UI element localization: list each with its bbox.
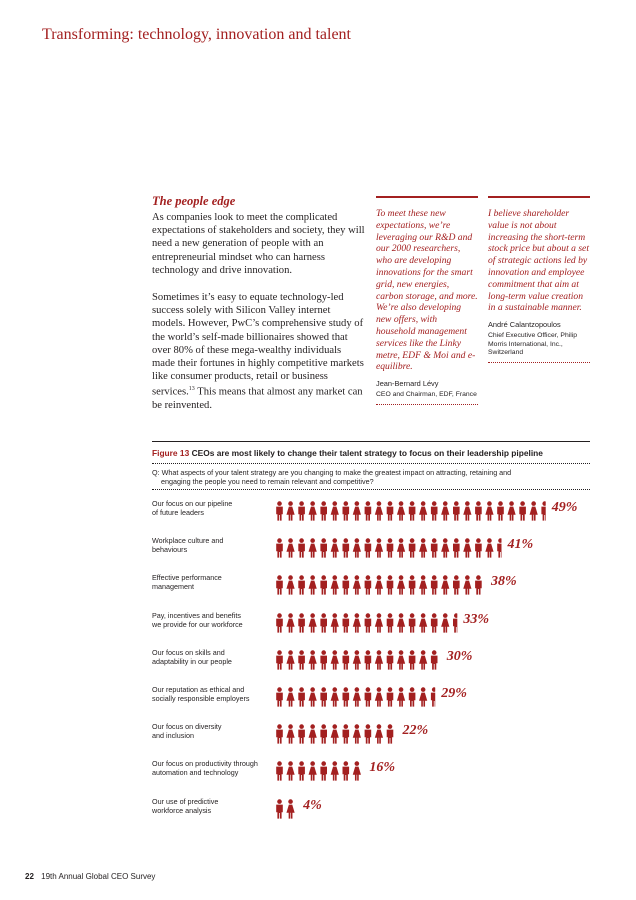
value-label: 16% (369, 760, 396, 776)
quote-divider (488, 362, 590, 363)
person-male-icon (343, 650, 350, 669)
category-label: Pay, incentives and benefits we provide for our workforce (152, 610, 243, 629)
person-male-icon (343, 538, 350, 557)
person-male-icon (365, 650, 372, 669)
person-male-icon (320, 501, 327, 520)
person-male-icon (343, 613, 350, 632)
person-female-icon (485, 501, 493, 520)
figure-number: Figure 13 (152, 448, 190, 458)
person-male-icon (343, 724, 350, 743)
person-female-icon (397, 613, 405, 632)
person-male-icon (453, 613, 460, 632)
pictogram-bar (275, 687, 438, 707)
value-label: 29% (441, 686, 467, 701)
person-male-icon (475, 576, 482, 595)
person-male-icon (276, 762, 283, 781)
person-male-icon (298, 687, 305, 706)
person-female-icon (309, 650, 317, 669)
category-label: Our use of predictive workforce analysis (152, 796, 219, 815)
person-male-icon (276, 799, 283, 818)
body-paragraph-2-end: This means that almost any market can be reinvented. (152, 386, 363, 412)
person-male-icon (320, 650, 327, 669)
value-label: 4% (303, 797, 322, 813)
person-female-icon (419, 687, 427, 706)
person-female-icon (286, 650, 294, 669)
person-female-icon (331, 613, 339, 632)
figure-heading (152, 441, 590, 458)
quote-author-role: CEO and Chairman, EDF, France (376, 391, 477, 399)
person-male-icon (541, 501, 548, 520)
question-line-1: Q: What aspects of your talent strategy are you changing to make the greatest impact on attracting, retaining and (152, 468, 512, 477)
person-female-icon (441, 576, 449, 595)
quote-text: To meet these new expectations, we’re leveraging our R&D and our 2000 researchers, who are developing innovations for the smart grid, new energies, carbon storage, and more. We’re also developing new offers, with household management services like the Linky metre, EDF & Moi and e-equilibre. (376, 208, 478, 373)
category-label: Our reputation as ethical and socially responsible employers (152, 685, 250, 703)
category-label: Our focus on our pipeline of future leaders (152, 499, 233, 517)
publication-name: 19th Annual Global CEO Survey (41, 872, 156, 881)
person-female-icon (463, 576, 471, 595)
person-male-icon (343, 687, 350, 706)
question-divider (152, 489, 590, 490)
person-male-icon (387, 687, 394, 706)
person-female-icon (309, 687, 317, 706)
person-female-icon (353, 576, 361, 595)
person-male-icon (431, 538, 438, 557)
person-female-icon (419, 613, 427, 632)
person-female-icon (463, 501, 471, 520)
person-male-icon (387, 613, 394, 632)
person-male-icon (298, 613, 305, 632)
person-female-icon (331, 762, 339, 781)
person-female-icon (286, 799, 294, 818)
value-label: 41% (507, 537, 534, 553)
person-female-icon (309, 501, 317, 520)
person-female-icon (309, 576, 317, 595)
person-female-icon (419, 650, 427, 669)
person-male-icon (409, 576, 416, 595)
question-line-2: engaging the people you need to remain relevant and competitive? (161, 477, 374, 486)
people-edge-section (152, 194, 366, 426)
person-male-icon (276, 538, 283, 557)
person-male-icon (276, 501, 283, 520)
pictogram-bar (275, 799, 300, 819)
person-female-icon (375, 613, 383, 632)
person-male-icon (519, 501, 526, 520)
person-male-icon (475, 501, 482, 520)
footnote-ref: 13 (188, 386, 195, 393)
category-label: Our focus on diversity and inclusion (152, 722, 222, 741)
person-male-icon (431, 576, 438, 595)
person-female-icon (441, 538, 449, 557)
quote-edf (376, 196, 478, 405)
person-male-icon (365, 687, 372, 706)
person-female-icon (397, 538, 405, 557)
person-female-icon (286, 687, 294, 706)
person-female-icon (331, 501, 339, 520)
person-male-icon (431, 613, 438, 632)
person-male-icon (298, 501, 305, 520)
person-female-icon (331, 650, 339, 669)
category-label: Workplace culture and behaviours (152, 536, 224, 555)
person-male-icon (453, 576, 460, 595)
pictogram-bar (275, 613, 460, 633)
page-footer (25, 872, 155, 881)
person-female-icon (397, 576, 405, 595)
person-female-icon (309, 538, 317, 557)
person-male-icon (409, 687, 416, 706)
pictogram-bar (275, 650, 443, 670)
person-male-icon (365, 538, 372, 557)
person-male-icon (409, 501, 416, 520)
page-title: Transforming: technology, innovation and talent (42, 26, 351, 43)
quote-divider (376, 404, 478, 405)
person-female-icon (309, 762, 317, 781)
person-male-icon (276, 724, 283, 743)
person-female-icon (375, 538, 383, 557)
pictogram-bar (275, 724, 399, 744)
person-female-icon (353, 650, 361, 669)
body-paragraph-2 (152, 291, 366, 412)
person-male-icon (453, 501, 460, 520)
figure-question (152, 463, 590, 486)
page-number: 22 (25, 872, 34, 881)
person-female-icon (309, 724, 317, 743)
value-label: 22% (402, 723, 429, 739)
person-male-icon (298, 724, 305, 743)
person-female-icon (375, 687, 383, 706)
person-male-icon (387, 650, 394, 669)
person-male-icon (365, 501, 372, 520)
person-female-icon (375, 650, 383, 669)
figure-title: CEOs are most likely to change their talent strategy to focus on their leadership pipeline (191, 448, 543, 458)
pictogram-bar (275, 538, 504, 558)
person-male-icon (497, 538, 504, 557)
person-female-icon (286, 538, 294, 557)
category-label: Effective performance management (152, 573, 222, 592)
person-female-icon (419, 501, 427, 520)
quote-author-role: Chief Executive Officer, Philip Morris International, Inc., Switzerland (488, 332, 578, 357)
quote-author: André Calantzopoulos (488, 320, 561, 330)
value-label: 49% (551, 500, 578, 515)
person-female-icon (375, 576, 383, 595)
person-male-icon (431, 650, 438, 669)
person-male-icon (343, 576, 350, 595)
person-female-icon (286, 501, 294, 520)
person-male-icon (387, 576, 394, 595)
person-male-icon (387, 724, 394, 743)
person-male-icon (453, 538, 460, 557)
person-female-icon (530, 501, 538, 520)
person-male-icon (276, 687, 283, 706)
person-male-icon (320, 576, 327, 595)
person-female-icon (353, 687, 361, 706)
person-female-icon (375, 501, 383, 520)
person-male-icon (409, 613, 416, 632)
person-female-icon (353, 762, 361, 781)
person-female-icon (353, 501, 361, 520)
person-male-icon (320, 538, 327, 557)
person-female-icon (397, 687, 405, 706)
value-label: 38% (490, 574, 517, 590)
person-female-icon (286, 724, 294, 743)
person-female-icon (286, 613, 294, 632)
person-male-icon (276, 613, 283, 632)
person-female-icon (286, 762, 294, 781)
person-female-icon (286, 576, 294, 595)
person-male-icon (365, 613, 372, 632)
category-label: Our focus on productivity through automation and technology (152, 759, 258, 778)
person-male-icon (298, 576, 305, 595)
pictogram-bar (275, 575, 487, 595)
person-male-icon (343, 762, 350, 781)
person-female-icon (419, 576, 427, 595)
person-female-icon (331, 687, 339, 706)
person-male-icon (343, 501, 350, 520)
body-paragraph-1: As companies look to meet the complicated expectations of stakeholders and society, they will need a new generation of people with an entrepreneurial mindset who can harness technology and drive innovation. (152, 212, 365, 276)
person-male-icon (298, 650, 305, 669)
person-female-icon (353, 538, 361, 557)
person-male-icon (387, 501, 394, 520)
category-label: Our focus on skills and adaptability in our people (152, 647, 232, 666)
value-label: 33% (463, 611, 489, 627)
person-female-icon (397, 501, 405, 520)
body-paragraph-2-text: Sometimes it’s easy to equate technology-led success solely with Silicon Valley internet models. However, PwC’s comprehensive study of the world’s self-made billionaires showed that over 80% of these mega-wealthy individuals made their fortunes in highly competitive markets like consumer products, retail or business services. (152, 292, 364, 398)
person-female-icon (441, 613, 449, 632)
person-male-icon (276, 576, 283, 595)
person-male-icon (298, 762, 305, 781)
person-male-icon (497, 501, 504, 520)
person-male-icon (320, 762, 327, 781)
person-male-icon (320, 687, 327, 706)
person-female-icon (353, 613, 361, 632)
person-female-icon (331, 724, 339, 743)
value-label: 30% (446, 648, 473, 664)
pictogram-bar (275, 761, 366, 781)
person-female-icon (331, 576, 339, 595)
person-male-icon (365, 576, 372, 595)
person-female-icon (331, 538, 339, 557)
quote-philip-morris (488, 196, 590, 363)
person-female-icon (309, 613, 317, 632)
person-male-icon (387, 538, 394, 557)
quote-author: Jean-Bernard Lévy (376, 379, 439, 389)
figure-13 (152, 441, 590, 815)
person-female-icon (397, 650, 405, 669)
person-female-icon (375, 724, 383, 743)
quote-text: I believe shareholder value is not about increasing the short-term stock price but about a set of strategic actions led by innovation and employee commitment that aim at long-term value creation in a sustainable manner. (488, 208, 589, 314)
section-heading: The people edge (152, 194, 236, 208)
person-male-icon (298, 538, 305, 557)
person-male-icon (320, 724, 327, 743)
person-female-icon (419, 538, 427, 557)
person-male-icon (431, 501, 438, 520)
person-female-icon (441, 501, 449, 520)
person-female-icon (485, 538, 493, 557)
person-male-icon (320, 613, 327, 632)
person-female-icon (463, 538, 471, 557)
person-male-icon (409, 538, 416, 557)
person-male-icon (365, 724, 372, 743)
person-female-icon (353, 724, 361, 743)
person-male-icon (431, 687, 438, 706)
person-male-icon (475, 538, 482, 557)
person-male-icon (409, 650, 416, 669)
pictogram-bar (275, 501, 548, 521)
person-female-icon (507, 501, 515, 520)
person-male-icon (276, 650, 283, 669)
